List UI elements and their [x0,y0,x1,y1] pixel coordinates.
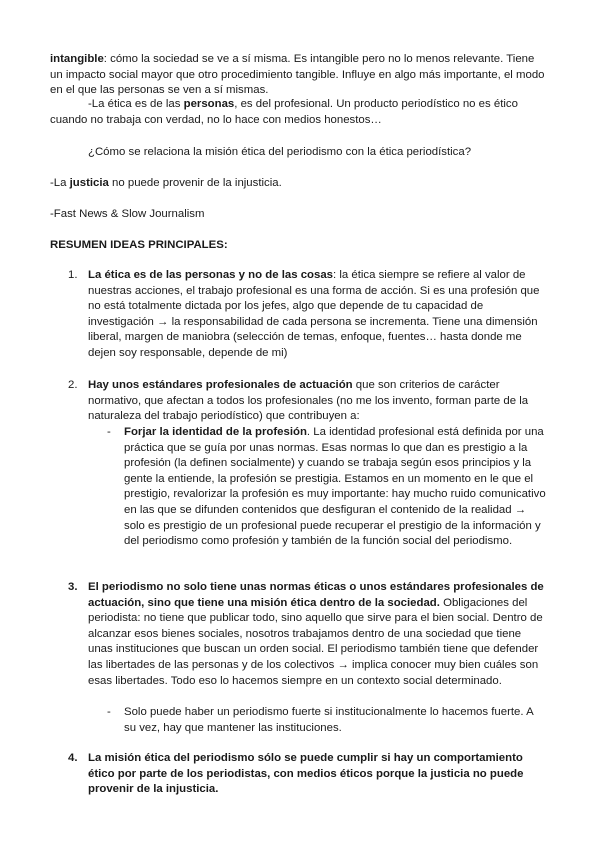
intro-paragraph [50,52,550,99]
item-1-bold: La ética es de las personas y no de las cosas [88,269,334,281]
etica-bold: personas [183,98,235,110]
item-3-sub-body: Solo puede haber un periodismo fuerte si institucionalmente lo hacemos fuerte. A su vez, hay que mantener las instituciones. [124,706,534,734]
item-3-bold: El periodismo no solo tiene unas normas éticas o unos estándares profesionales de actuación, sino que tiene una misión ética dentro de la sociedad. [88,581,544,609]
question-text: ¿Cómo se relaciona la misión ética del periodismo con la ética periodística? [88,146,472,158]
fast-news-text: -Fast News & Slow Journalism [50,208,205,220]
item-2-sub-dash: - [107,426,111,438]
item-1-number: 1. [68,269,78,281]
item-1-text [88,268,546,362]
item-1-body: : la ética siempre se refiere al valor de nuestras acciones, el trabajo profesional es una forma de acción. Si es una profesión que no está totalmente dictada por los jefes, algo que depende de tu capacidad de investigación → la responsabilidad de cada persona se incrementa. Tiene una dimensión liberal, margen de maniobra (selección de temas, enfoque, fuentes… hasta donde me dejen soy responsable, depende de mi) [88,269,540,359]
justicia-post: no puede provenir de la injusticia. [108,177,282,189]
section-heading [50,238,550,254]
item-2-bold: Hay unos estándares profesionales de actuación [88,379,353,391]
item-2-body: que son criterios de carácter normativo, que afectan a todos los profesionales (no me los invento, forman parte de la naturaleza del trabajo periodístico) que contribuyen a: [88,379,529,423]
item-4-number: 4. [68,752,78,764]
justicia-line [50,176,550,192]
item-2-number: 2. [68,379,78,391]
item-3-text [88,580,546,689]
item-4-text [88,751,546,798]
item-2-text [88,378,546,425]
item-4-bold: La misión ética del periodismo sólo se puede cumplir si hay un comportamiento ético por parte de los periodistas, con medios éticos porque la justicia no puede provenir de la injusticia. [88,752,524,796]
item-2-sub-body: . La identidad profesional está definida por una práctica que se guía por unas normas. Esas normas lo que dan es prestigio a la profesión (la definen socialmente) y cuando se trabaja según esos principios y la gente la entiende, la profesión se prestigia. Estamos en un momento en le que el prestigio, revalorizar la profesión es muy importante: hay mucho ruido comunicativo en las que se difunden contenidos que desfiguran el contenido de la realidad → solo es prestigio de un profesional puede recuperar el prestigio de la información y del periodismo como profesión y también de la función social del periodismo. [124,426,546,548]
justicia-pre: -La [50,177,70,189]
item-2-sub-text [124,425,546,550]
item-3-number: 3. [68,581,78,593]
justicia-bold: justicia [69,177,109,189]
intangible-text: : cómo la sociedad se ve a sí misma. Es intangible pero no lo menos relevante. Tiene un impacto social mayor que otro procedimiento tangible. Influye en algo más importante, el modo en el que las personas se ven a sí mismas. [50,53,545,97]
item-2-sub-bold: Forjar la identidad de la profesión [124,426,307,438]
fast-news-line [50,207,550,223]
etica-pre: -La ética es de las [88,98,184,110]
item-3-sub-dash: - [107,706,111,718]
etica-paragraph [50,97,550,128]
item-3-sub-text [124,705,546,736]
question-line [88,145,558,161]
etica-post: , es del profesional. Un producto periodístico no es ético cuando no trabaja con verdad, no lo hace con medios honestos… [50,98,518,126]
intangible-term: intangible [50,53,104,65]
section-heading-text: RESUMEN IDEAS PRINCIPALES: [50,239,228,251]
item-3-body: Obligaciones del periodista: no tiene que publicar todo, sino aquello que sirve para el bien social. Dentro de alcanzar esos bienes sociales, nosotros trabajamos dentro de una sociedad que tiene unas instituciones que buscan un orden social. El periodismo también tiene que defender las libertades de las personas y de los colectivos → implica conocer muy bien cuáles son esas libertades. Todo eso lo hacemos siempre en un contexto social determinado. [88,596,543,687]
